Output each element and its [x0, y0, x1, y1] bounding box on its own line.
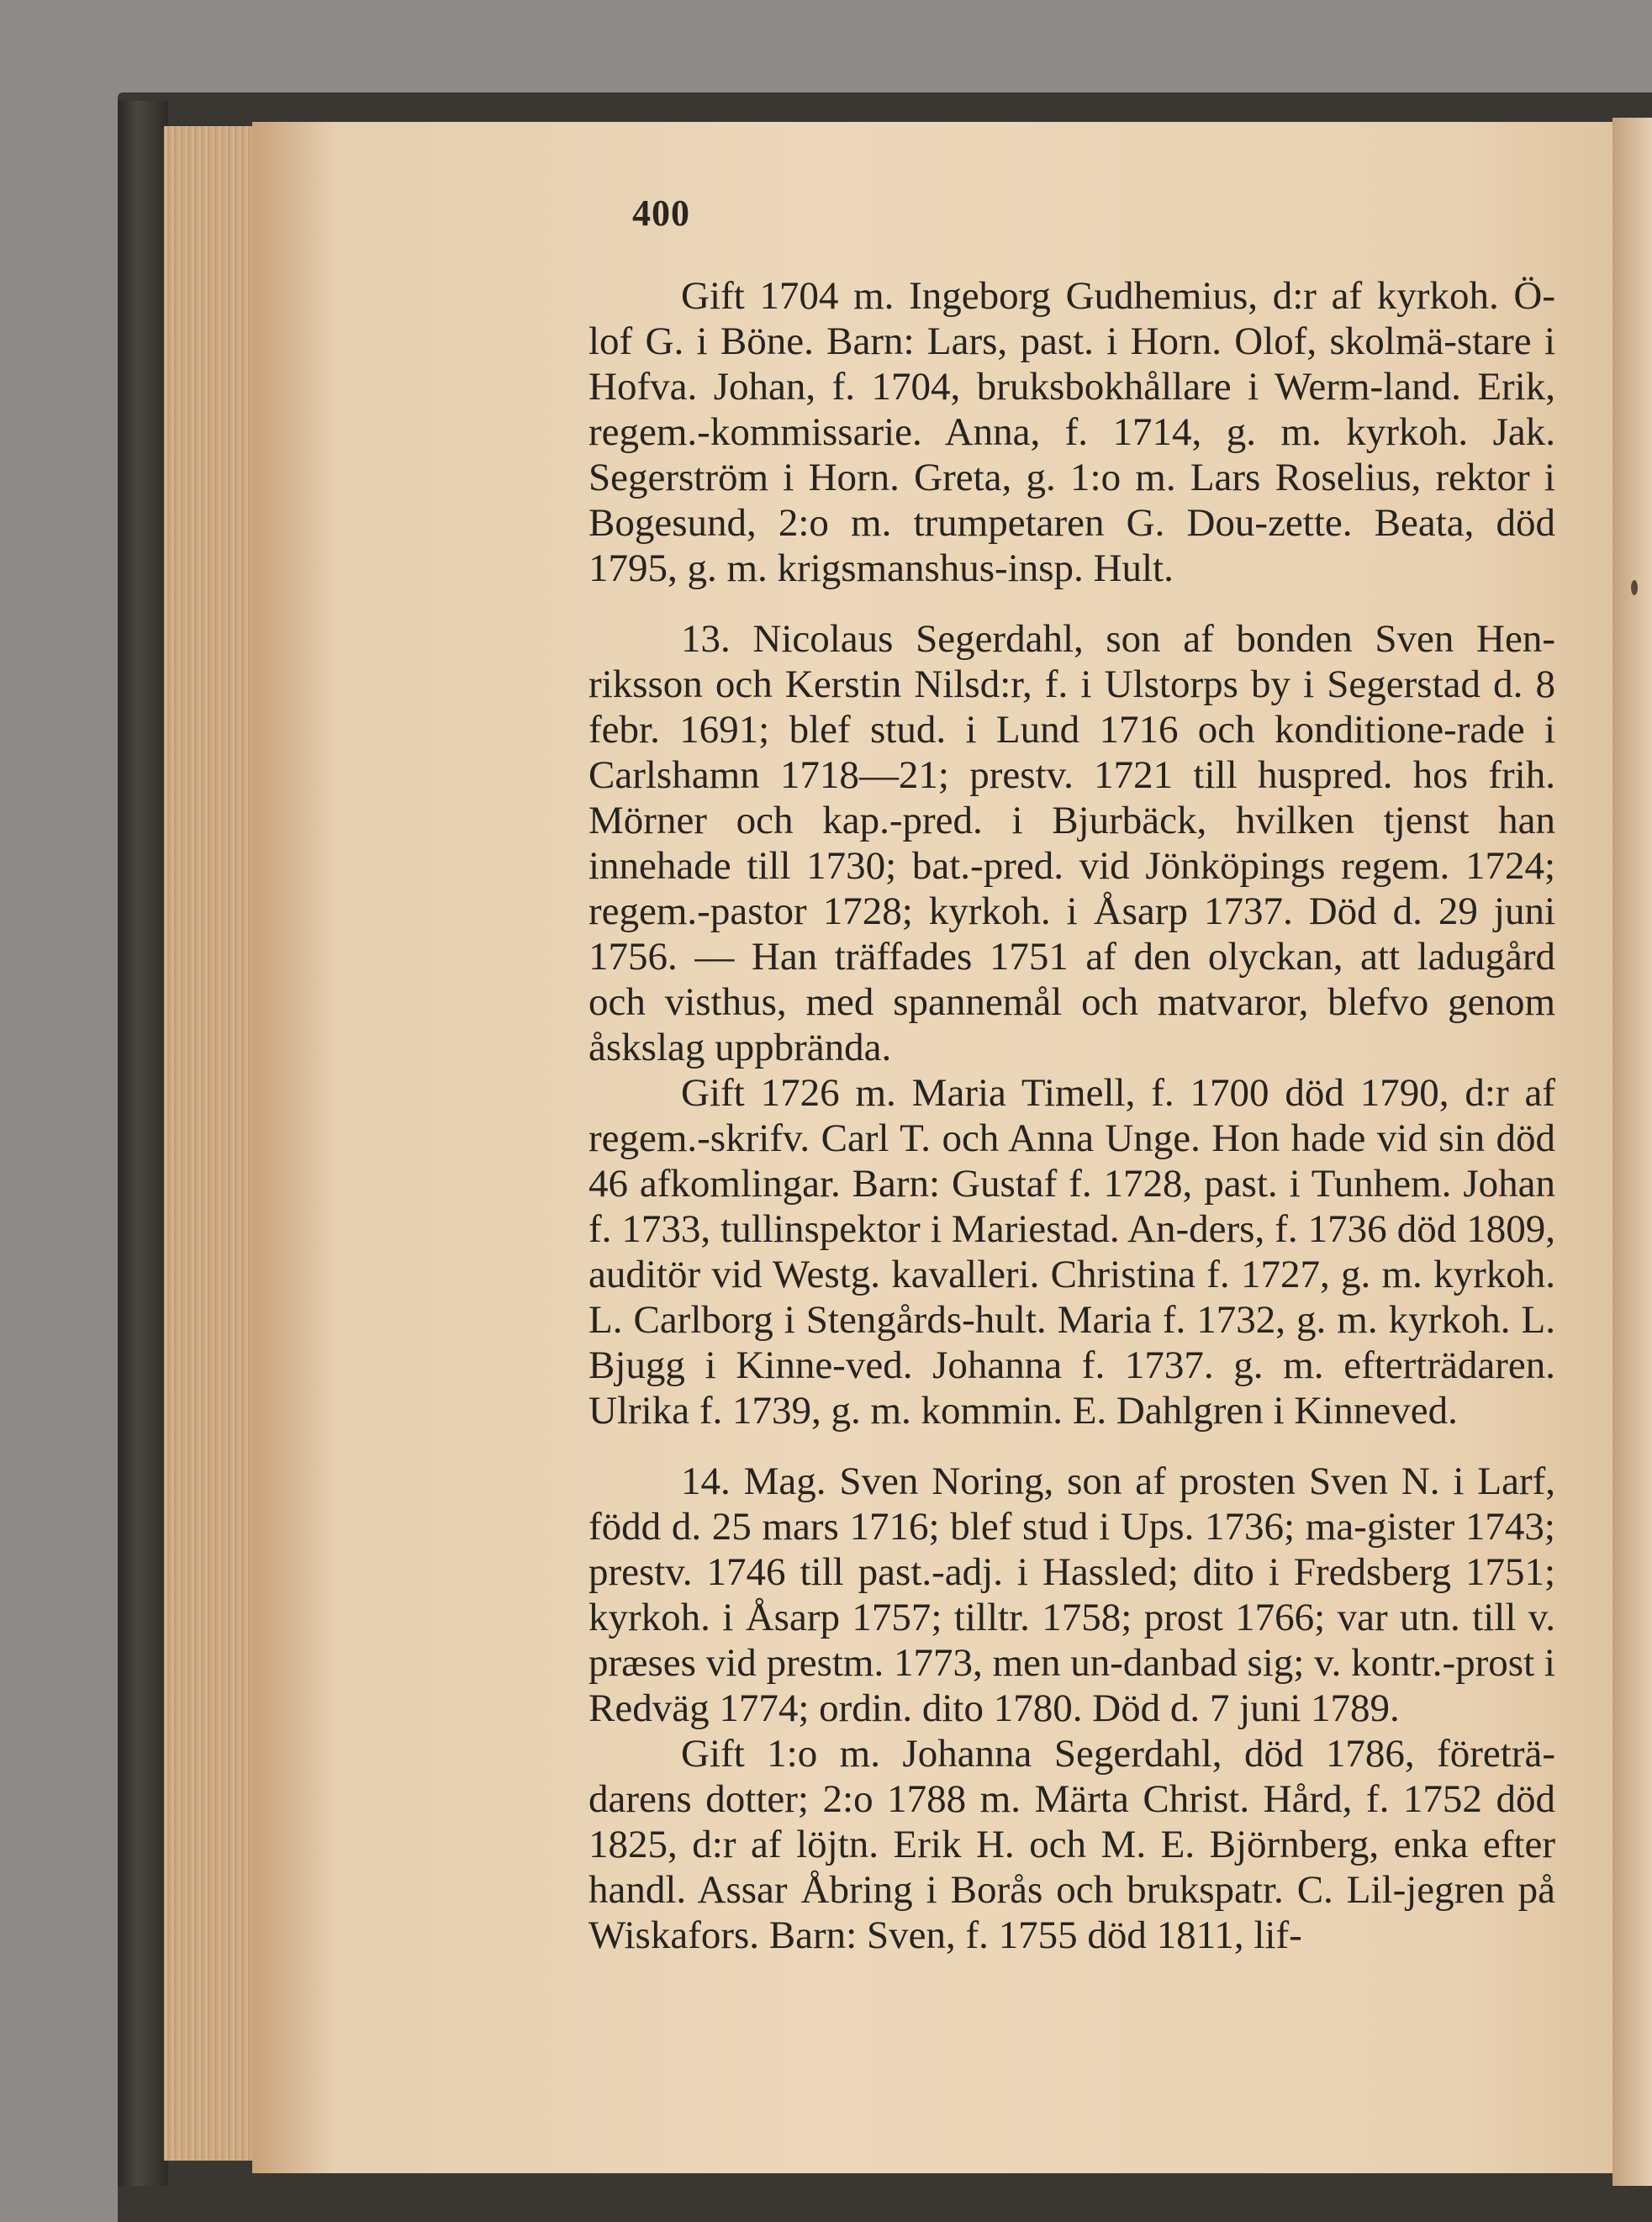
paragraph-2: 13. Nicolaus Segerdahl, son af bonden Sven Hen-riksson och Kerstin Nilsd:r, f. i Ulstorps by i Segerstad d. 8 febr. 1691; blef stud. i Lund 1716 och konditione-rade i Carlshamn 1718—21; prestv. 1721 till huspred. hos frih. Mörner och kap.-pred. i Bjurbäck, hvilken tjenst han innehade till 1730; bat.-pred. vid Jönköpings regem. 1724; regem.-pastor 1728; kyrkoh. i Åsarp 1737. Död d. 29 juni 1756. — Han träffades 1751 af den olyckan, att ladugård och visthus, med spannemål och matvaror, blefvo genom åskslag uppbrända.	[588, 617, 1555, 1069]
page-edges	[164, 126, 265, 2161]
book-spine	[118, 101, 168, 2186]
facing-page-edge	[1612, 118, 1652, 2186]
page-number: 400	[632, 193, 690, 234]
paragraph-3: Gift 1726 m. Maria Timell, f. 1700 död 1790, d:r af regem.-skrifv. Carl T. och Anna Unge. Hon hade vid sin död 46 afkomlingar. Barn: Gustaf f. 1728, past. i Tunhem. Johan f. 1733, tullinspektor i Mariestad. An-ders, f. 1736 död 1809, auditör vid Westg. kavalleri. Christina f. 1727, g. m. kyrkoh. L. Carlborg i Stengårds-hult. Maria f. 1732, g. m. kyrkoh. L. Bjugg i Kinne-ved. Johanna f. 1737. g. m. efterträdaren. Ulrika f. 1739, g. m. kommin. E. Dahlgren i Kinneved.	[588, 1071, 1555, 1433]
paragraph-5: Gift 1:o m. Johanna Segerdahl, död 1786, företrä-darens dotter; 2:o 1788 m. Märta Christ. Hård, f. 1752 död 1825, d:r af löjtn. Erik H. och M. E. Björnberg, enka efter handl. Assar Åbring i Borås och brukspatr. C. Lil-jegren på Wiskafors. Barn: Sven, f. 1755 död 1811, lif-	[588, 1732, 1555, 1957]
ink-mark	[1631, 580, 1638, 595]
paragraph-1: Gift 1704 m. Ingeborg Gudhemius, d:r af kyrkoh. Ö-lof G. i Böne. Barn: Lars, past. i Horn. Olof, skolmä-stare i Hofva. Johan, f. 1704, bruksbokhållare i Werm-land. Erik, regem.-kommissarie. Anna, f. 1714, g. m. kyrkoh. Jak. Segerström i Horn. Greta, g. 1:o m. Lars Roselius, rektor i Bogesund, 2:o m. trumpetaren G. Dou-zette. Beata, död 1795, g. m. krigsmanshus-insp. Hult.	[588, 274, 1555, 590]
page-text	[588, 273, 1555, 1958]
paragraph-4: 14. Mag. Sven Noring, son af prosten Sven N. i Larf, född d. 25 mars 1716; blef stud i Ups. 1736; ma-gister 1743; prestv. 1746 till past.-adj. i Hassled; dito i Fredsberg 1751; kyrkoh. i Åsarp 1757; tilltr. 1758; prost 1766; var utn. till v. præses vid prestm. 1773, men un-danbad sig; v. kontr.-prost i Redväg 1774; ordin. dito 1780. Död d. 7 juni 1789.	[588, 1459, 1555, 1730]
